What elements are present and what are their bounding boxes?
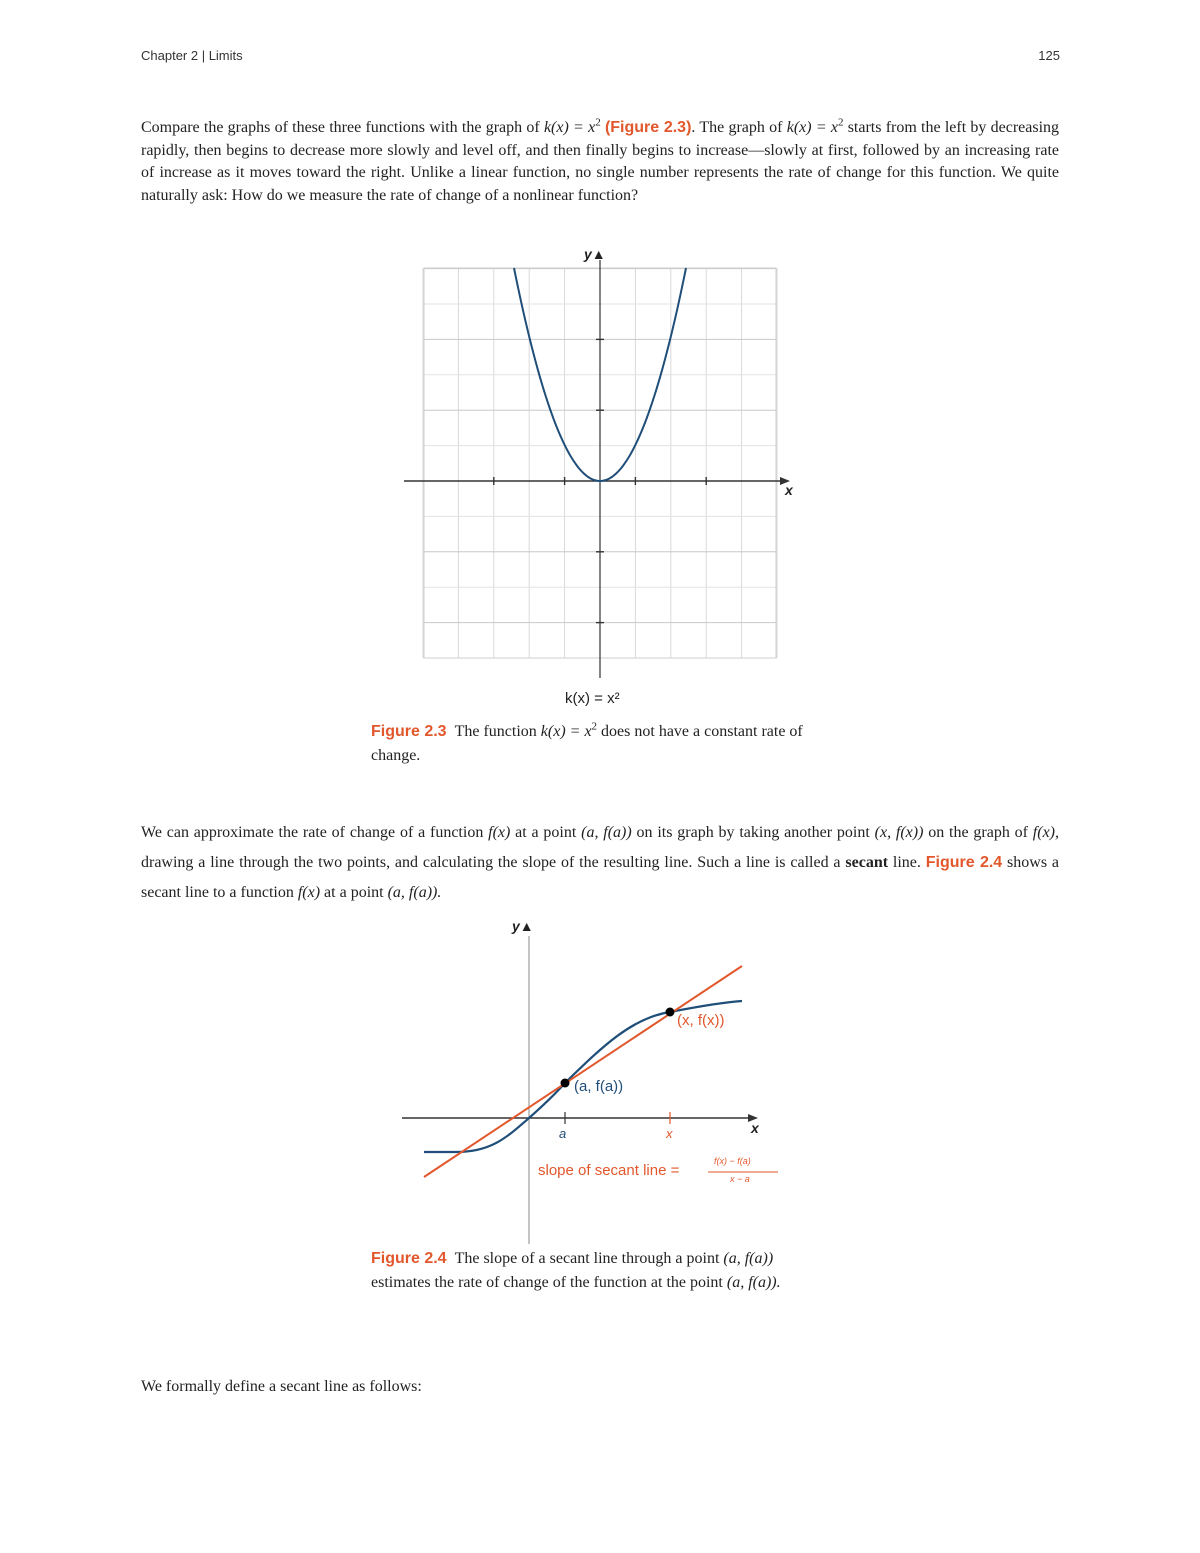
page-number: 125 — [1038, 48, 1060, 63]
point-a-label: (a, f(a)) — [574, 1078, 624, 1095]
parabola-graph — [396, 246, 800, 682]
caption-text: does not have a constant rate of change. — [371, 723, 803, 764]
figure-2-3-caption — [371, 720, 831, 768]
math: f(x) — [297, 884, 321, 901]
text: at a point — [320, 884, 388, 901]
figure-2-3-link[interactable]: (Figure 2.3) — [604, 119, 692, 136]
text: on the graph of — [923, 824, 1033, 841]
text: We can approximate the rate of change of a function — [141, 824, 489, 841]
caption-text: estimates the rate of change of the function at the point — [371, 1274, 727, 1291]
math: (a, f(a)). — [387, 884, 442, 901]
math: k(x) = x — [786, 119, 838, 136]
math-sup: 2 — [591, 720, 598, 733]
point-x-label: (x, f(x)) — [677, 1012, 725, 1029]
math: k(x) = x — [540, 723, 592, 740]
text: starts from the left by decreasing rapidly, then begins to decrease more slowly and level off, and then finally begins to increase—slowly at first, followed by an increasing rate of increase as it moves toward the right. Unlike a linear function, no single number represents the rate of change for this function. We quite naturally ask: How do we measure the rate of change of a nonlinear function? — [141, 119, 1060, 204]
secant-line — [424, 966, 742, 1177]
slope-denominator: x − a — [730, 1174, 750, 1184]
x-axis-label: x — [785, 482, 793, 498]
text: at a point — [510, 824, 582, 841]
function-label: k(x) = x² — [565, 690, 620, 707]
text: drawing a line through the two points, and calculating the slope of the resulting line. Such a line is called a — [141, 854, 846, 871]
figure-2-3 — [396, 246, 800, 682]
text: line. — [888, 854, 926, 871]
text: . The graph of — [691, 119, 787, 136]
point-x-dot — [666, 1008, 675, 1017]
math: (x, f(x)) — [874, 824, 924, 841]
figure-2-4-caption — [371, 1247, 831, 1295]
slope-label: slope of secant line = — [538, 1162, 680, 1179]
math: f(x) — [488, 824, 511, 841]
y-axis-label: y▲ — [512, 918, 534, 934]
slope-numerator: f(x) − f(a) — [714, 1156, 751, 1166]
caption-number: Figure 2.4 — [371, 1250, 447, 1267]
caption-number: Figure 2.3 — [371, 723, 447, 740]
point-a-dot — [561, 1079, 570, 1088]
math-sup: 2 — [595, 116, 601, 129]
x-axis-label: x — [751, 1120, 759, 1136]
math: (a, f(a)). — [726, 1274, 781, 1291]
tick-a-label: a — [559, 1126, 567, 1141]
tick-x-label: x — [666, 1126, 673, 1141]
paragraph-2 — [141, 818, 1059, 908]
y-axis-label: y▲ — [584, 246, 606, 262]
math: f(x), — [1032, 824, 1059, 841]
chapter-header: Chapter 2 | Limits — [141, 48, 243, 63]
text: on its graph by taking another point — [631, 824, 875, 841]
caption-text: The function — [454, 723, 541, 740]
caption-text: The slope of a secant line through a point — [454, 1250, 724, 1267]
math: (a, f(a)) — [723, 1250, 774, 1267]
math: k(x) = x — [543, 119, 596, 136]
figure-2-4 — [396, 918, 800, 1248]
bold-term: secant — [845, 854, 889, 871]
paragraph-3: We formally define a secant line as follows: — [141, 1378, 422, 1395]
figure-2-4-link[interactable]: Figure 2.4 — [925, 854, 1003, 871]
text: shows a secant line to a function — [141, 854, 1060, 901]
text: Compare the graphs of these three functions with the graph of — [141, 119, 544, 136]
paragraph-1 — [141, 117, 1059, 207]
math-sup: 2 — [837, 116, 844, 129]
math: (a, f(a)) — [581, 824, 632, 841]
